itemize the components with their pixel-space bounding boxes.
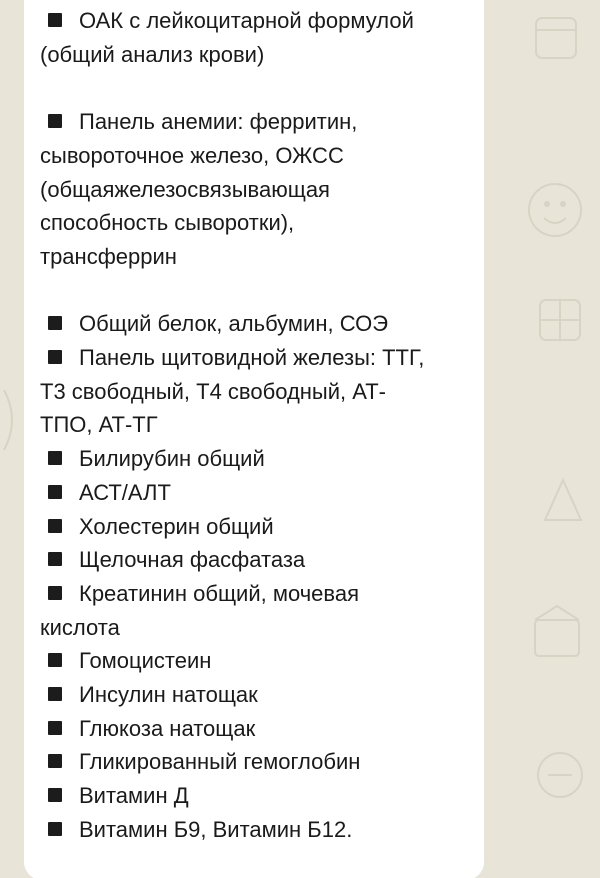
wallpaper-doodle-icon: [528, 8, 588, 78]
list-item-line: ОАК с лейкоцитарной формулой: [79, 8, 414, 33]
list-item-line: Щелочная фасфатаза: [79, 547, 306, 573]
black-square-bullet-icon: [48, 653, 62, 667]
list-item-line: ТПО, АТ-ТГ: [40, 412, 158, 438]
black-square-bullet-icon: [48, 350, 62, 364]
black-square-bullet-icon: [48, 754, 62, 768]
list-item: [40, 678, 480, 712]
list-item-text: [40, 345, 424, 437]
list-item: [40, 577, 480, 644]
list-item: [40, 105, 480, 274]
black-square-bullet-icon: [48, 822, 62, 836]
list-item-line: Холестерин общий: [79, 513, 274, 539]
list-item: [40, 307, 480, 341]
list-item-text: [79, 749, 360, 774]
list-item-line: Т3 свободный, Т4 свободный, АТ-: [40, 378, 386, 404]
list-item: [40, 476, 480, 510]
list-item-line: Гликированный гемоглобин: [79, 749, 361, 775]
message-text: [40, 4, 480, 847]
list-item-line: (общий анализ крови): [40, 41, 265, 67]
list-item-line: трансферрин: [40, 243, 177, 269]
list-item-text: [79, 648, 211, 673]
list-item-text: [79, 514, 274, 539]
list-item-text: [79, 783, 189, 808]
list-item-line: Панель анемии: ферритин,: [79, 109, 358, 135]
wallpaper-doodle-icon: [535, 470, 590, 530]
list-item: [40, 779, 480, 813]
black-square-bullet-icon: [48, 485, 62, 499]
list-item: [40, 442, 480, 476]
wallpaper-doodle-icon: [530, 290, 590, 350]
black-square-bullet-icon: [48, 586, 62, 600]
list-item-text: [40, 8, 414, 67]
black-square-bullet-icon: [48, 519, 62, 533]
list-item-text: [79, 682, 258, 707]
list-item-line: Витамин Б9, Витамин Б12.: [79, 816, 353, 842]
list-item-line: Билирубин общий: [79, 446, 265, 472]
list-item: [40, 341, 480, 442]
list-item-text: [79, 547, 305, 572]
list-item: [40, 4, 480, 71]
paragraph-gap: [40, 71, 480, 105]
list-item-text: [40, 109, 357, 269]
black-square-bullet-icon: [48, 552, 62, 566]
list-item-line: Инсулин натощак: [79, 682, 258, 708]
list-item-line: Креатинин общий, мочевая: [79, 580, 360, 606]
list-item: [40, 510, 480, 544]
black-square-bullet-icon: [48, 451, 62, 465]
list-item-line: способность сыворотки),: [40, 210, 295, 236]
list-item: [40, 813, 480, 847]
black-square-bullet-icon: [48, 316, 62, 330]
list-item-text: [79, 480, 171, 505]
wallpaper-doodle-icon: [0, 380, 24, 460]
black-square-bullet-icon: [48, 687, 62, 701]
list-item-line: АСТ/АЛТ: [79, 479, 171, 505]
list-item-line: Витамин Д: [79, 783, 189, 809]
paragraph-gap: [40, 274, 480, 308]
list-item-text: [79, 446, 265, 471]
list-item-text: [79, 817, 352, 842]
black-square-bullet-icon: [48, 13, 62, 27]
list-item-line: кислота: [40, 614, 120, 640]
list-item-line: Гомоцистеин: [79, 648, 212, 674]
black-square-bullet-icon: [48, 114, 62, 128]
black-square-bullet-icon: [48, 721, 62, 735]
list-item-line: Глюкоза натощак: [79, 715, 256, 741]
list-item-line: Панель щитовидной железы: ТТГ,: [79, 345, 425, 370]
black-square-bullet-icon: [48, 788, 62, 802]
list-item-text: [79, 716, 255, 741]
list-item-line: Общий белок, альбумин, СОЭ: [79, 311, 389, 337]
list-item-line: сывороточное железо, ОЖСС: [40, 142, 344, 168]
list-item: [40, 745, 480, 779]
list-item: [40, 712, 480, 746]
wallpaper-doodle-icon: [530, 740, 590, 810]
wallpaper-doodle-icon: [520, 170, 590, 250]
list-item-text: [79, 311, 388, 336]
list-item-text: [40, 581, 359, 640]
wallpaper-doodle-icon: [525, 600, 590, 670]
list-item: [40, 644, 480, 678]
list-item-line: (общаяжелезосвязывающая: [40, 176, 330, 202]
list-item: [40, 543, 480, 577]
